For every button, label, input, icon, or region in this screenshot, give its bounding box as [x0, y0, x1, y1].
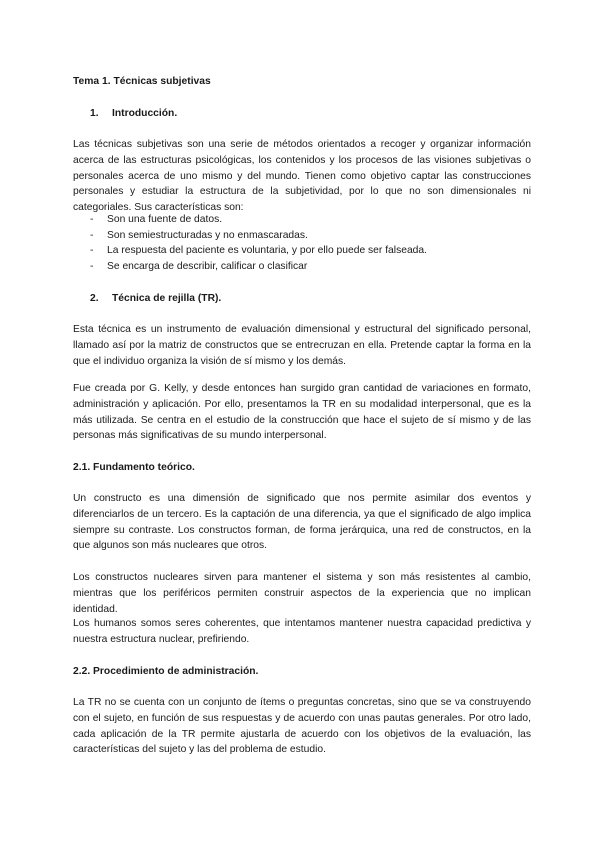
section-heading-rejilla: [90, 291, 221, 307]
paragraph-definicion: Esta técnica es un instrumento de evaluación dimensional y estructural del significado personal, llamado así por la matriz de constructos que se entrecruzan en ella. Pretende captar la forma en la que el individuo organiza la visión de sí mismo y los demás.: [73, 324, 531, 367]
section-title: Introducción.: [112, 108, 178, 119]
list-item: - Son una fuente de datos.: [90, 214, 223, 225]
section-title: Técnica de rejilla (TR).: [112, 293, 222, 304]
paragraph-constructo: Un constructo es una dimensión de significado que nos permite asimilar dos eventos y diferenciarlos de un tercero. Es la captación de una diferencia, ya que el significado de algo implica siempre su contraste. Los constructos forman, de forma jerárquica, una red de constructos, en la que algunos son más nucleares que otros.: [73, 493, 531, 552]
paragraph-kelly: Fue creada por G. Kelly, y desde entonces han surgido gran cantidad de variaciones en formato, administración y aplicación. Por ello, presentamos la TR en su modalidad interpersonal, que es la más utilizada. Se centra en el estudio de la construcción que hace el sujeto de sí mismo y de las personas más significativas de su mundo interpersonal.: [73, 383, 531, 442]
document-title: Tema 1. Técnicas subjetivas: [73, 76, 211, 87]
list-item: - La respuesta del paciente es voluntaria, y por ello puede ser falseada.: [90, 245, 427, 257]
paragraph-nucleares: Los constructos nucleares sirven para mantener el sistema y son más resistentes al cambio, mientras que los periféricos permiten construir aspectos de la experiencia que no implican identidad.: [73, 572, 531, 615]
section-heading-introduccion: [90, 106, 177, 122]
paragraph-coherentes: Los humanos somos seres coherentes, que intentamos mantener nuestra capacidad predictiva y nuestra estructura nuclear, prefiriendo.: [73, 618, 531, 645]
characteristics-list: [90, 212, 510, 274]
paragraph-procedimiento: La TR no se cuenta con un conjunto de ítems o preguntas concretas, sino que se va construyendo con el sujeto, en función de sus respuestas y de acuerdo con unas pautas generales. Por otro lado, cada aplicación de la TR permite ajustarla de acuerdo con los objetivos de la evaluación, las características del sujeto y las del problema de estudio.: [73, 697, 531, 756]
section-number: 2.: [90, 293, 99, 304]
paragraph-intro: Las técnicas subjetivas son una serie de métodos orientados a recoger y organizar información acerca de las estructuras psicológicas, los contenidos y los procesos de las visiones subjetivas o personales acerca de uno mismo y del mundo. Tienen como objetivo captar las construcciones personales y estudiar la estructura de la subjetividad, por lo que no son dimensionales ni categoriales. Sus características son:: [73, 139, 531, 214]
subsection-heading-fundamento: 2.1. Fundamento teórico.: [73, 462, 195, 473]
list-item: - Son semiestructuradas y no enmascaradas.: [90, 229, 308, 241]
subsection-heading-procedimiento: 2.2. Procedimiento de administración.: [73, 666, 259, 677]
list-item: - Se encarga de describir, calificar o clasificar: [90, 260, 308, 272]
section-number: 1.: [90, 108, 99, 119]
